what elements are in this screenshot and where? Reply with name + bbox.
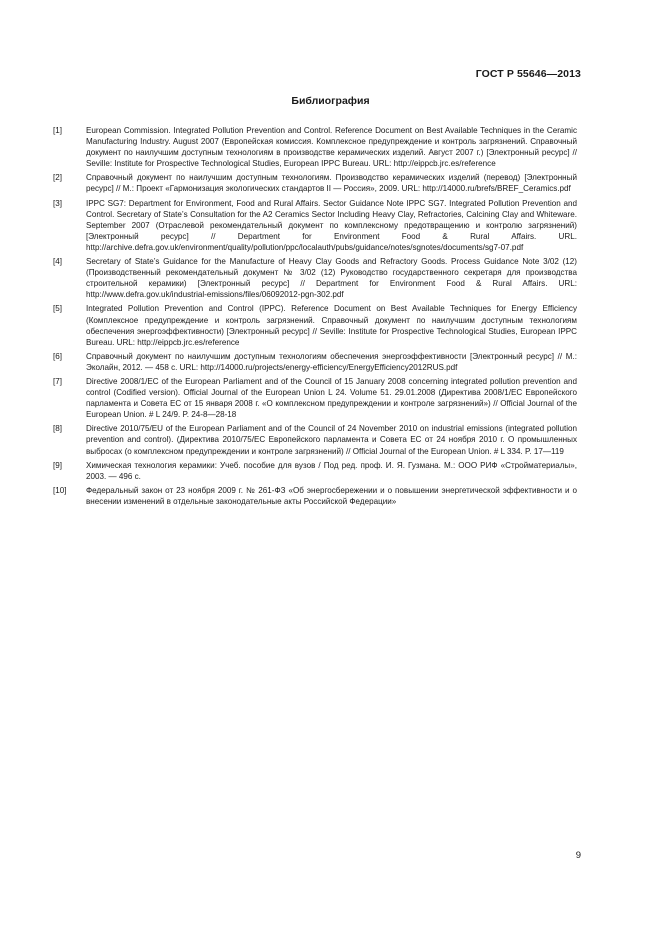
- reference-text: Федеральный закон от 23 ноября 2009 г. № 261-ФЗ «Об энергосбережении и о повышении энергетической эффективности и о внесении изменений в отдельные законодательные акты Российской Федерации»: [86, 485, 577, 506]
- reference-text: Directive 2008/1/EC of the European Parliament and of the Council of 15 January 2008 concerning integrated pollution prevention and control (Codified version). Official Journal of the European Union L 24. Volume 51. 29.01.2008 (Директива 2008/1/ЕС Европейского парламента и Совета ЕС от 15 января 2008 г. «О комплексном предупреждении и контроле загрязнений») // Official Journal of the European Union. # L 24/9. P. 24-8—28-18: [86, 376, 577, 420]
- reference-item: [53, 485, 577, 507]
- reference-text: European Commission. Integrated Pollution Prevention and Control. Reference Document on Best Available Techniques in the Ceramic Manufacturing Industry. August 2007 (Европейская комиссия. Комплексное предупреждение и контроль загрязнений. Справочный документ по наилучшим доступным технологиям в производстве керамических изделий. Август 2007 г.) [Электронный ресурс] // Seville: Institute for Prospective Technological Studies, European IPPC Bureau. URL: http://eippcb.jrc.es/reference: [86, 126, 577, 169]
- reference-list: [53, 125, 577, 510]
- reference-text: Справочный документ по наилучшим доступным технологиям. Производство керамических изделий (перевод) [Электронный ресурс] // М.: Проект «Гармонизация экологических стандартов II — Россия», 2009. URL: http://14000.ru/brefs/BREF_Ceramics.pdf: [86, 173, 577, 194]
- reference-text: Integrated Pollution Prevention and Control (IPPC). Reference Document on Best Available Techniques for Energy Efficiency (Комплексное предупреждение и контроль загрязнений. Справочный документ по наилучшим доступным технологиям обеспечения энергоэффективности) [Электронный ресурс] // Seville: Institute for Prospective Technological Studies, European IPPC Bureau. URL: http://eippcb.jrc.es/reference: [86, 304, 577, 347]
- reference-number: [5]: [53, 304, 62, 314]
- reference-item: [53, 460, 577, 482]
- reference-text: Directive 2010/75/EU of the European Parliament and of the Council of 24 November 2010 on industrial emissions (integrated pollution prevention and control). (Директива 2010/75/ЕС Европейского парламента и Совета ЕС от 24 ноября 2010 г. О промышленных выбросах (о комплексном предупреждении и контроле загрязнений) // Official Journal of the European Union. # L 334. P. 17—119: [86, 424, 577, 456]
- reference-number: [8]: [53, 424, 62, 434]
- reference-item: [53, 125, 577, 169]
- reference-number: [10]: [53, 485, 67, 495]
- reference-item: [53, 172, 577, 194]
- reference-text: IPPC SG7: Department for Environment, Food and Rural Affairs. Sector Guidance Note IPPC SG7. Integrated Pollution Prevention and Control. Secretary of State’s Consultation for the A2 Ceramics Sector Including Heavy Clay, Refractories, Calcining Clay and Whiteware. September 2007 (Отраслевой рекомендательный документ по комплексному предотвращению и контролю загрязнений) [Электронный ресурс] // Department for Environment Food & Rural Affairs. URL. http://archive.defra.gov.uk/environment/quality/pollution/ppc/localauth/pubs/guidance/notes/sgnotes/documents/sg7-07.pdf: [86, 198, 577, 252]
- reference-number: [2]: [53, 173, 62, 183]
- reference-number: [9]: [53, 460, 62, 470]
- reference-number: [1]: [53, 126, 62, 135]
- reference-number: [3]: [53, 198, 62, 208]
- reference-number: [4]: [53, 257, 62, 267]
- document-code-header: ГОСТ Р 55646—2013: [475, 68, 581, 80]
- reference-text: Secretary of State’s Guidance for the Manufacture of Heavy Clay Goods and Refractory Goods. Process Guidance Note 3/02 (12) (Производственный рекомендательный документ № 3/02 (12) Руководство государственного секретаря для производства строительной керамики) [Электронный ресурс] // Department for Environment Food & Rural Affairs. URL: http://www.defra.gov.uk/industrial-emissions/files/06092012-pgn-302.pdf: [86, 257, 577, 300]
- reference-text: Справочный документ по наилучшим доступным технологиям обеспечения энергоэффективности [Электронный ресурс] // М.: Эколайн, 2012. — 458 с. URL: http://14000.ru/projects/energy-efficiency/EnergyEfficiency2012RUS.pdf: [86, 351, 577, 372]
- reference-item: [53, 376, 577, 420]
- reference-item: [53, 351, 577, 373]
- page-number: 9: [575, 850, 581, 861]
- reference-item: [53, 423, 577, 456]
- reference-number: [7]: [53, 376, 62, 386]
- reference-number: [6]: [53, 351, 62, 361]
- reference-item: [53, 256, 577, 300]
- reference-text: Химическая технология керамики: Учеб. пособие для вузов / Под ред. проф. И. Я. Гузмана. М.: ООО РИФ «Стройматериалы», 2003. — 496 с.: [86, 460, 577, 481]
- bibliography-title: Библиография: [291, 95, 370, 107]
- reference-item: [53, 198, 577, 253]
- reference-item: [53, 303, 577, 347]
